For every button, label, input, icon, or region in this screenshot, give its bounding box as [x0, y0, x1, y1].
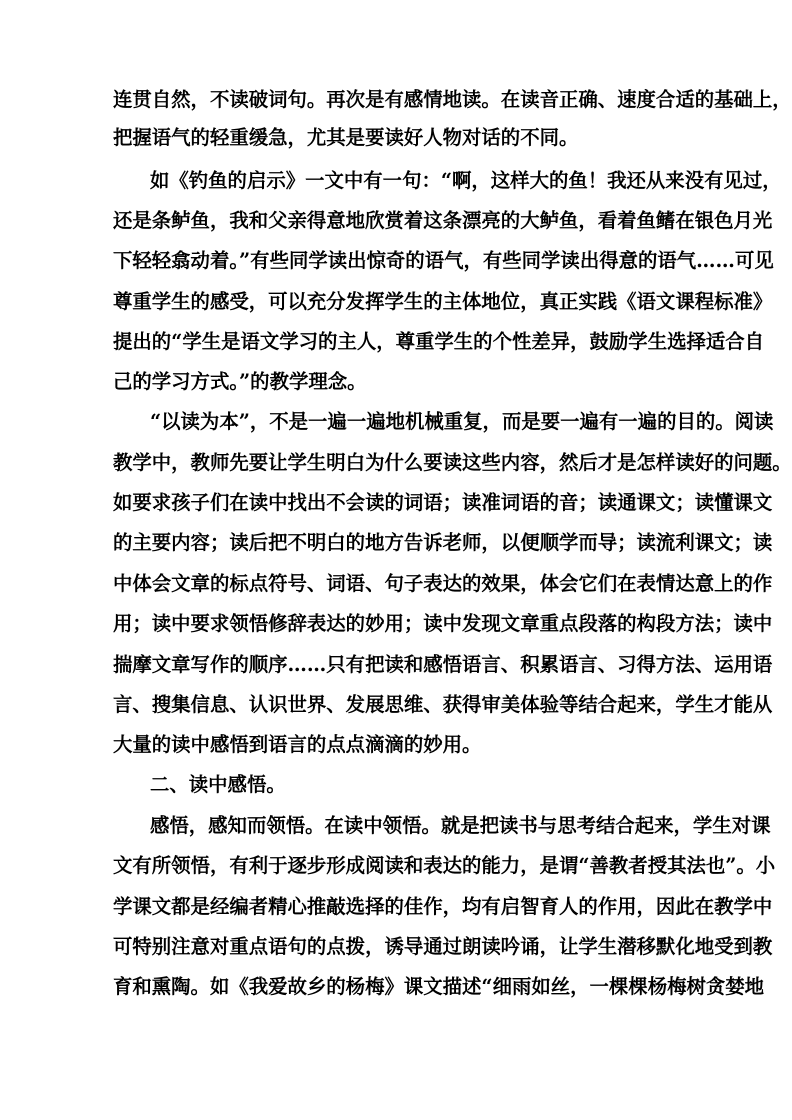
- text-line: 如《钓鱼的启示》一文中有一句：“啊，这样大的鱼！我还从来没有见过，: [150, 169, 782, 192]
- section-heading: 二、读中感悟。: [150, 773, 286, 796]
- text-line: 感悟，感知而领悟。在读中领悟。就是把读书与思考结合起来，学生对课: [150, 814, 771, 837]
- text-line: 教学中，教师先要让学生明白为什么要读这些内容，然后才是怎样读好的问题。: [113, 451, 792, 474]
- text-line: 揣摩文章写作的顺序……只有把读和感悟语言、积累语言、习得方法、运用语: [113, 653, 773, 676]
- text-line: 尊重学生的感受，可以充分发挥学生的主体地位，真正实践《语文课程标准》: [113, 290, 773, 313]
- text-line: 连贯自然，不读破词句。再次是有感情地读。在读音正确、速度合适的基础上，: [113, 88, 792, 111]
- text-line: 中体会文章的标点符号、词语、句子表达的效果，体会它们在表情达意上的作: [113, 572, 773, 595]
- text-line: 大量的读中感悟到语言的点点滴滴的妙用。: [113, 733, 482, 756]
- text-line: 还是条鲈鱼，我和父亲得意地欣赏着这条漂亮的大鲈鱼，看着鱼鳍在银色月光: [113, 209, 773, 232]
- text-line: 如要求孩子们在读中找出不会读的词语；读准词语的音；读通课文；读懂课文: [113, 491, 773, 514]
- text-line: 下轻轻翕动着。”有些同学读出惊奇的语气，有些同学读出得意的语气……可见: [113, 249, 774, 272]
- text-line: 可特别注意对重点语句的点拨，诱导通过朗读吟诵，让学生潜移默化地受到教: [113, 935, 773, 958]
- text-line: 学课文都是经编者精心推敲选择的佳作，均有启智育人的作用，因此在教学中: [113, 895, 773, 918]
- text-line: 己的学习方式。”的教学理念。: [113, 370, 367, 393]
- text-line: 用；读中要求领悟修辞表达的妙用；读中发现文章重点段落的构段方法；读中: [113, 612, 773, 635]
- text-line: 育和熏陶。如《我爱故乡的杨梅》课文描述“细雨如丝，一棵棵杨梅树贪婪地: [113, 975, 765, 998]
- text-line: 文有所领悟，有利于逐步形成阅读和表达的能力，是谓“善教者授其法也”。小: [113, 854, 776, 877]
- text-line: 提出的“学生是语文学习的主人，尊重学生的个性差异，鼓励学生选择适合自: [113, 330, 765, 353]
- text-line: “以读为本”，不是一遍一遍地机械重复，而是要一遍有一遍的目的。阅读: [150, 410, 774, 433]
- text-line: 把握语气的轻重缓急，尤其是要读好人物对话的不同。: [113, 126, 579, 149]
- text-line: 的主要内容；读后把不明白的地方告诉老师，以便顺学而导；读流利课文；读: [113, 531, 773, 554]
- text-line: 言、搜集信息、认识世界、发展思维、获得审美体验等结合起来，学生才能从: [113, 693, 773, 716]
